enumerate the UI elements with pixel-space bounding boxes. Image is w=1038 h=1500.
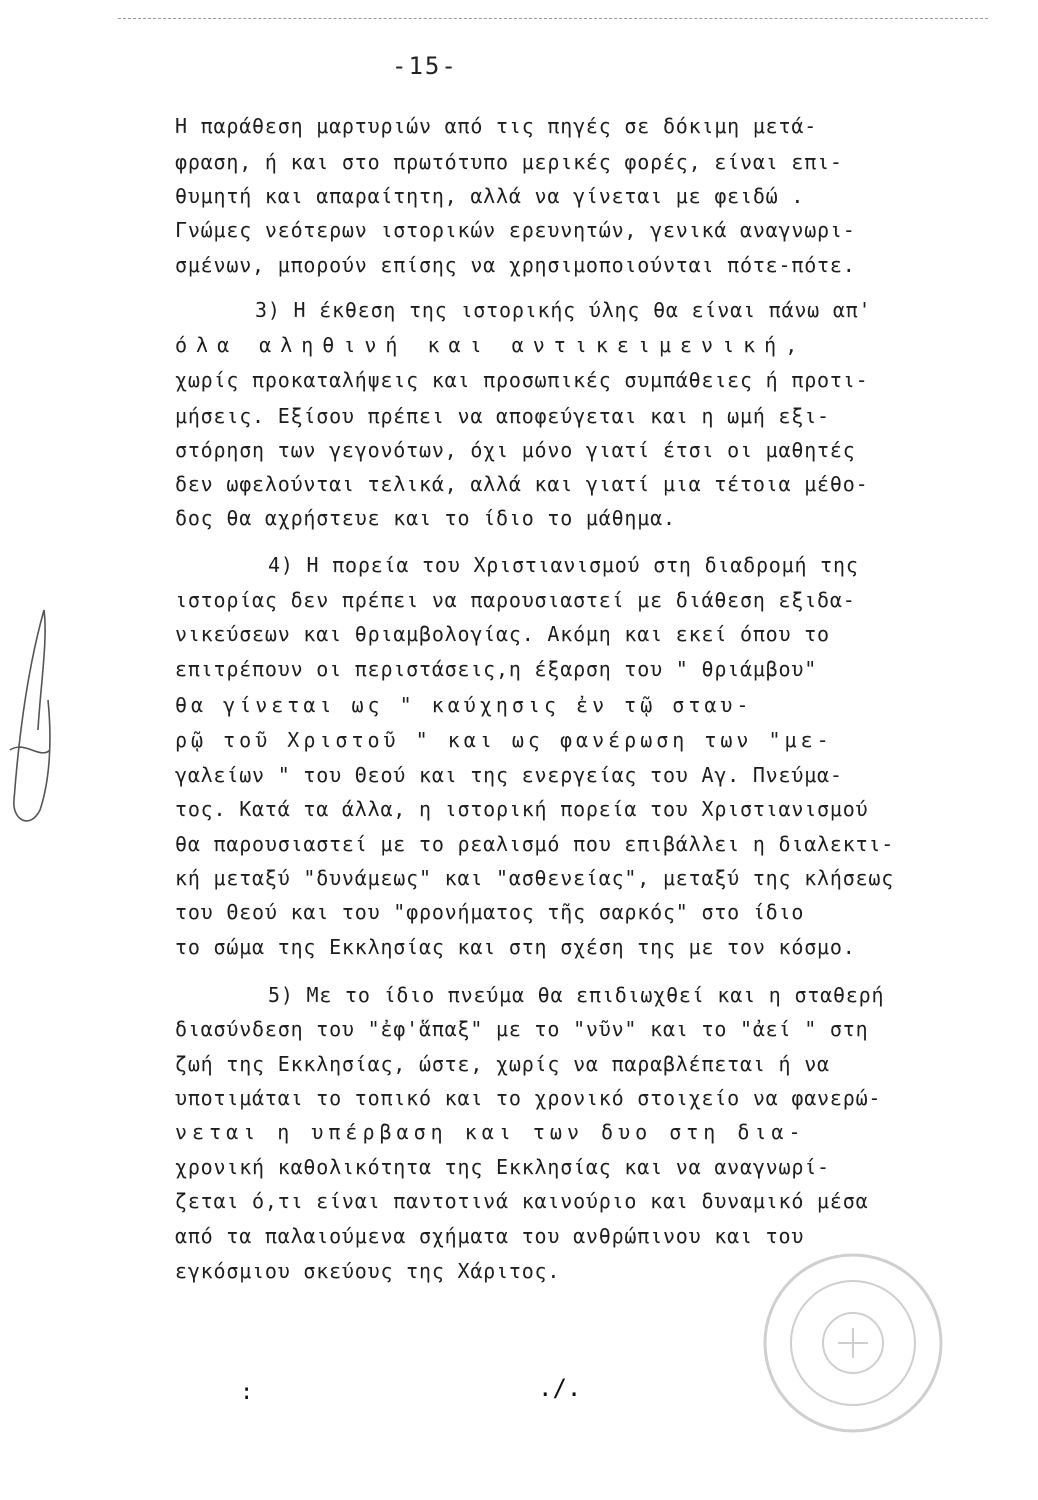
text-line: ρῷ τοῦ Χριστοῦ " και ως φανέρωση των "με-	[175, 728, 833, 752]
page-number: -15-	[392, 52, 458, 80]
text-line: χρονική καθολικότητα της Εκκλησίας και να αναγνωρί-	[175, 1155, 830, 1179]
text-line: τος. Κατά τα άλλα, η ιστορική πορεία του Χριστιανισμού	[175, 797, 869, 821]
text-line: θα γίνεται ως " καύχησις ἐν τῷ σταυ-	[175, 693, 753, 717]
text-line: θυμητή και απαραίτητη, αλλά να γίνεται με φειδώ .	[175, 184, 805, 208]
text-line: το σώμα της Εκκλησίας και στη σχέση της με τον κόσμο.	[175, 935, 856, 959]
text-line: Η παράθεση μαρτυριών από τις πηγές σε δόκιμη μετά-	[175, 114, 818, 138]
text-line: νικεύσεων και θριαμβολογίας. Ακόμη και εκεί όπου το	[175, 622, 830, 646]
text-line: 5) Με το ίδιο πνεύμα θα επιδιωχθεί και η σταθερή	[268, 983, 885, 1007]
text-line: ζωή της Εκκλησίας, ώστε, χωρίς να παραβλέπεται ή να	[175, 1052, 830, 1076]
footer-dot: :	[240, 1380, 254, 1405]
continuation-mark: ./.	[538, 1374, 582, 1402]
text-line: στόρηση των γεγονότων, όχι μόνο γιατί έτσι οι μαθητές	[175, 438, 856, 462]
text-line: ζεται ό,τι είναι παντοτινά καινούριο και δυναμικό μέσα	[175, 1189, 869, 1213]
text-line: ιστορίας δεν πρέπει να παρουσιαστεί με διάθεση εξιδα-	[175, 588, 856, 612]
text-line: μήσεις. Εξίσου πρέπει να αποφεύγεται και η ωμή εξι-	[175, 404, 830, 428]
text-line: γαλείων " του Θεού και της ενεργείας του Αγ. Πνεύμα-	[175, 763, 843, 787]
text-line: όλα αληθινή και αντικειμενική,	[175, 333, 807, 357]
official-stamp-icon	[758, 1248, 948, 1438]
text-line: φραση, ή και στο πρωτότυπο μερικές φορές, είναι επι-	[175, 150, 843, 174]
top-divider	[118, 18, 988, 20]
text-line: 4) Η πορεία του Χριστιανισμού στη διαδρομή της	[268, 553, 859, 577]
text-line: θα παρουσιαστεί με το ρεαλισμό που επιβάλλει η διαλεκτι-	[175, 832, 895, 856]
text-line: διασύνδεση του "ἐφ'ἅπαξ" με το "νῦν" και το "ἀεί " στη	[175, 1017, 869, 1041]
text-line: νεται η υπέρβαση και των δυο στη δια-	[175, 1120, 806, 1144]
margin-scribble-icon	[0, 600, 70, 840]
text-line: δεν ωφελούνται τελικά, αλλά και γιατί μια τέτοια μέθο-	[175, 472, 869, 496]
text-line: 3) Η έκθεση της ιστορικής ύλης θα είναι πάνω απ'	[255, 298, 872, 322]
text-line: Γνώμες νεότερων ιστορικών ερευνητών, γενικά αναγνωρι-	[175, 218, 856, 242]
text-line: από τα παλαιούμενα σχήματα του ανθρώπινου και του	[175, 1224, 805, 1248]
text-line: δος θα αχρήστευε και το ίδιο το μάθημα.	[175, 506, 676, 530]
text-line: υποτιμάται το τοπικό και το χρονικό στοιχείο να φανερώ-	[175, 1086, 882, 1110]
text-line: επιτρέπουν οι περιστάσεις,η έξαρση του " θριάμβου"	[175, 657, 818, 681]
text-line: εγκόσμιου σκεύους της Χάριτος.	[175, 1259, 561, 1283]
text-line: χωρίς προκαταλήψεις και προσωπικές συμπάθειες ή προτι-	[175, 368, 869, 392]
text-line: σμένων, μπορούν επίσης να χρησιμοποιούνται πότε-πότε.	[175, 253, 856, 277]
text-line: του Θεού και του "φρονήματος τῆς σαρκός" στο ίδιο	[175, 900, 805, 924]
text-line: κή μεταξύ "δυνάμεως" και "ασθενείας", μεταξύ της κλήσεως	[175, 866, 895, 890]
